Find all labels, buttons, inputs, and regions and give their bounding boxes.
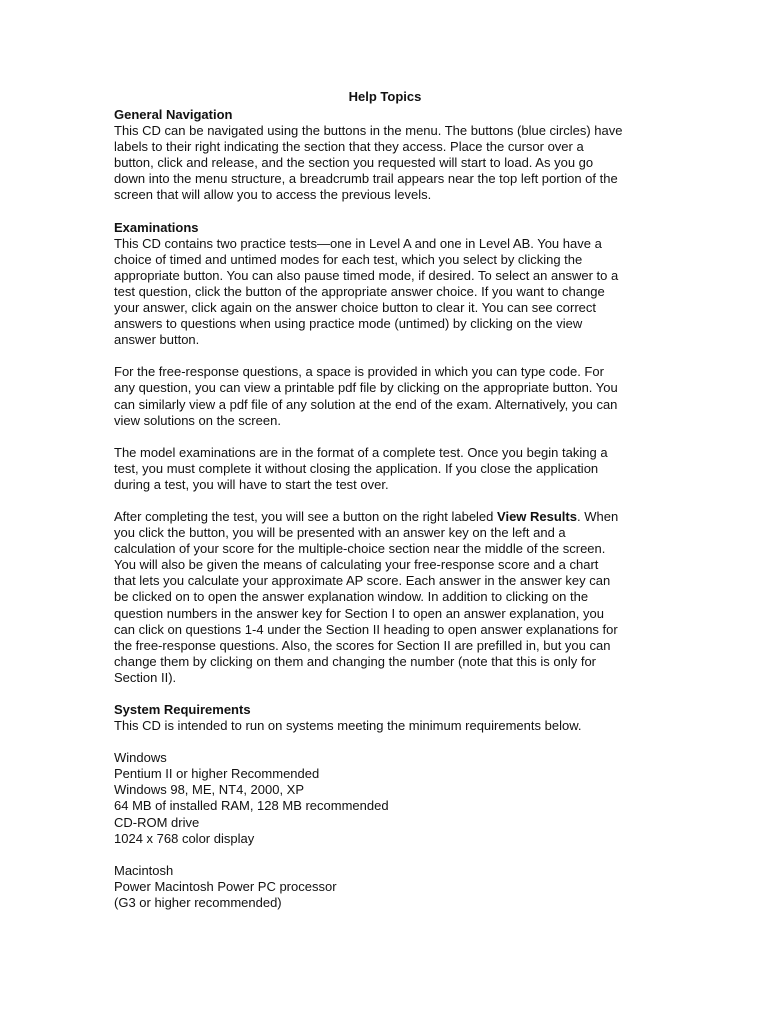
mac-requirements [114, 863, 656, 911]
text-line: view solutions on the screen. [114, 412, 281, 428]
text-line: down into the menu structure, a breadcrumb trail appears near the top left portion of the [114, 171, 618, 187]
text-line: can similarly view a pdf file of any solution at the end of the exam. Alternatively, you can [114, 396, 618, 412]
requirement-line: CD-ROM drive [114, 814, 200, 830]
view-results-label: View Results [497, 508, 577, 524]
examinations-paragraph-1 [114, 236, 656, 349]
text-line: Section II). [114, 669, 177, 685]
text-line: change them by clicking on them and changing the number (note that this is only for [114, 653, 597, 669]
requirement-line: (G3 or higher recommended) [114, 894, 282, 910]
requirement-line: Power Macintosh Power PC processor [114, 878, 337, 894]
text-line [114, 509, 656, 525]
examinations-heading: Examinations [114, 219, 199, 235]
text-line: The model examinations are in the format of a complete test. Once you begin taking a [114, 444, 608, 460]
text-line: This CD can be navigated using the buttons in the menu. The buttons (blue circles) have [114, 123, 623, 139]
examinations-paragraph-3 [114, 445, 656, 493]
text-line: you click the button, you will be presented with an answer key on the left and a [114, 525, 566, 541]
text-line: any question, you can view a printable pdf file by clicking on the appropriate button. You [114, 380, 618, 396]
text-line: This CD is intended to run on systems meeting the minimum requirements below. [114, 718, 582, 734]
text-line: during a test, you will have to start the test over. [114, 476, 389, 492]
system-requirements-intro [114, 718, 656, 734]
text-line: calculation of your score for the multiple-choice section near the middle of the screen. [114, 541, 606, 557]
text-line: choice of timed and untimed modes for each test, which you select by clicking the [114, 251, 583, 267]
text-line: that lets you calculate your approximate AP score. Each answer in the answer key can [114, 573, 611, 589]
requirement-line: 64 MB of installed RAM, 128 MB recommended [114, 798, 389, 814]
text-line: test, you must complete it without closing the application. If you close the application [114, 460, 599, 476]
text-line: For the free-response questions, a space is provided in which you can type code. For [114, 364, 604, 380]
text-run: After completing the test, you will see a button on the right labeled [114, 508, 498, 524]
text-run: . When [576, 508, 619, 524]
general-navigation-paragraph [114, 123, 656, 203]
text-line: You will also be given the means of calculating your free-response score and a chart [114, 557, 599, 573]
windows-label: Windows [114, 750, 167, 766]
general-navigation-heading: General Navigation [114, 107, 233, 122]
macintosh-label: Macintosh [114, 862, 174, 878]
text-line: your answer, click again on the answer choice button to clear it. You can see correct [114, 300, 596, 316]
text-line: answers to questions when using practice mode (untimed) by clicking on the view [114, 316, 583, 332]
requirement-line: 1024 x 768 color display [114, 830, 255, 846]
text-line: This CD contains two practice tests—one in Level A and one in Level AB. You have a [114, 235, 602, 251]
examinations-paragraph-2 [114, 364, 656, 428]
text-line: labels to their right indicating the section that they access. Place the cursor over a [114, 139, 584, 155]
text-line: button, click and release, and the section you requested will start to load. As you go [114, 155, 594, 171]
help-document [114, 88, 656, 911]
text-line: test question, click the button of the appropriate answer choice. If you want to change [114, 283, 605, 299]
text-line: answer button. [114, 332, 200, 348]
requirement-line: Windows 98, ME, NT4, 2000, XP [114, 782, 305, 798]
examinations-paragraph-4 [114, 509, 656, 686]
requirement-line: Pentium II or higher Recommended [114, 766, 320, 782]
text-line: appropriate button. You can also pause timed mode, if desired. To select an answer to a [114, 267, 619, 283]
page-title: Help Topics [348, 89, 422, 104]
text-line: question numbers in the answer key for Section I to open an answer explanation, you [114, 605, 604, 621]
text-line: screen that will allow you to access the previous levels. [114, 187, 432, 203]
text-line: be clicked on to open the answer explanation window. In addition to clicking on the [114, 589, 589, 605]
text-line: the free-response questions. Also, the scores for Section II are prefilled in, but you can [114, 637, 611, 653]
text-line: can click on questions 1-4 under the Section II heading to open answer explanations for [114, 621, 618, 637]
windows-requirements [114, 750, 656, 847]
system-requirements-heading: System Requirements [114, 702, 251, 717]
